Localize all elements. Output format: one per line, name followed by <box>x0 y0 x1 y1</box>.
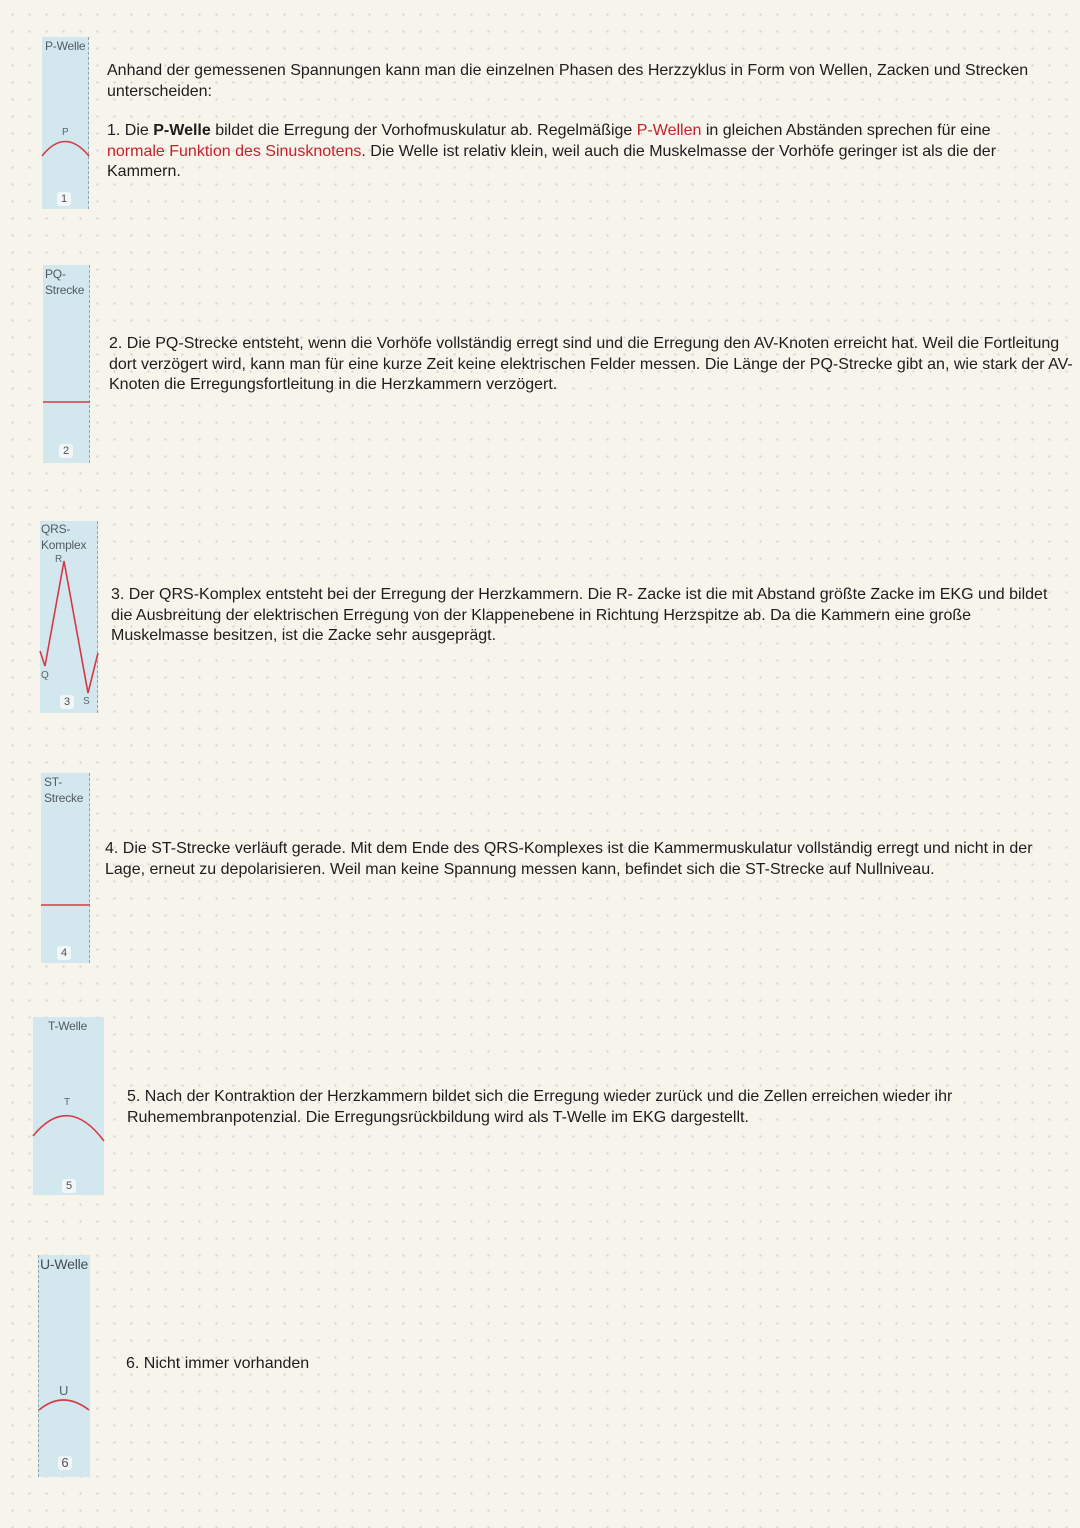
qrs-complex-strip <box>40 521 98 713</box>
pq-segment-strip <box>43 265 90 463</box>
st-segment-text: 4. Die ST-Strecke verläuft gerade. Mit dem Ende des QRS-Komplexes ist die Kammermuskulatur vollständig erregt und nicht in der Lage, erneut zu depolarisieren. Weil man keine Spannung messen kann, befindet sich die ST-Strecke auf Nullniveau. <box>105 840 1033 878</box>
t-wave-text: 5. Nach der Kontraktion der Herzkammern bildet sich die Erregung wieder zurück und die Zellen erreichen wieder ihr Ruhemembranpotenzial. Die Erregungsrückbildung wird als T-Welle im EKG dargestellt. <box>127 1088 953 1126</box>
pq-segment-text: 2. Die PQ-Strecke entsteht, wenn die Vorhöfe vollständig erregt sind und die Erregung den AV-Knoten erreicht hat. Weil die Fortleitung dort verzögert wird, kann man für eine kurze Zeit keine elektrischen Felder messen. Die Länge der PQ-Strecke gibt an, wie stark der AV-Knoten die Erregungsfortleitung in die Herzkammern verzögert. <box>109 335 1073 393</box>
t-wave-curve <box>33 1017 104 1195</box>
p-wave-label: P-Welle <box>45 39 86 53</box>
pq-segment-line <box>43 265 90 463</box>
pq-segment-number: 2 <box>59 444 73 458</box>
u-wave-number: 6 <box>58 1456 72 1470</box>
t-wave-number: 5 <box>62 1179 76 1193</box>
t-point-label: T <box>64 1097 71 1108</box>
r-point-label: R <box>55 554 63 565</box>
qrs-complex-label: QRS- Komplex <box>41 522 87 552</box>
u-wave-text: 6. Nicht immer vorhanden <box>126 1355 310 1372</box>
t-wave-strip <box>33 1017 104 1195</box>
st-segment-number: 4 <box>57 946 71 960</box>
sinus-node-highlight: normale Funktion des Sinusknotens <box>107 142 362 160</box>
p-waves-highlight: P-Wellen <box>636 122 702 139</box>
p-wave-term: P-Welle <box>153 122 211 139</box>
s-point-label: S <box>83 696 90 707</box>
pq-segment-label: PQ- Strecke <box>45 267 85 297</box>
p-wave-text: 1. Die P-Welle bildet die Erregung der Vorhofmuskulatur ab. Regelmäßige P-Wellen in gleichen Abständen sprechen für eine normale Funktion des Sinusknotens. Die Welle ist relativ klein, weil auch die Muskelmasse der Vorhöfe geringer ist als die der Kammern. <box>107 122 997 180</box>
q-point-label: Q <box>41 670 49 681</box>
st-segment-strip <box>41 773 90 963</box>
u-wave-strip <box>38 1255 90 1477</box>
p-wave-curve <box>42 37 89 209</box>
p-wave-strip <box>42 37 89 209</box>
st-segment-label: ST- Strecke <box>44 775 84 805</box>
qrs-complex-number: 3 <box>60 695 74 709</box>
t-wave-label: T-Welle <box>48 1019 88 1033</box>
p-wave-number: 1 <box>57 192 71 206</box>
qrs-complex-curve <box>40 521 98 713</box>
qrs-complex-text: 3. Der QRS-Komplex entsteht bei der Erregung der Herzkammern. Die R- Zacke ist die mit Abstand größte Zacke im EKG und bildet die Ausbreitung der elektrischen Erregung von der Klappenebene in Richtung Herzspitze ab. Da die Kammern eine große Muskelmasse besitzen, ist die Zacke sehr ausgeprägt. <box>111 586 1048 644</box>
u-wave-curve <box>39 1255 91 1477</box>
intro-text: Anhand der gemessenen Spannungen kann man die einzelnen Phasen des Herzzyklus in Form von Wellen, Zacken und Strecken unterscheiden: <box>107 62 1029 100</box>
u-wave-label: U-Welle <box>40 1256 89 1272</box>
p-point-label: P <box>62 127 69 138</box>
u-point-label: U <box>59 1383 69 1398</box>
st-segment-line <box>41 773 90 963</box>
